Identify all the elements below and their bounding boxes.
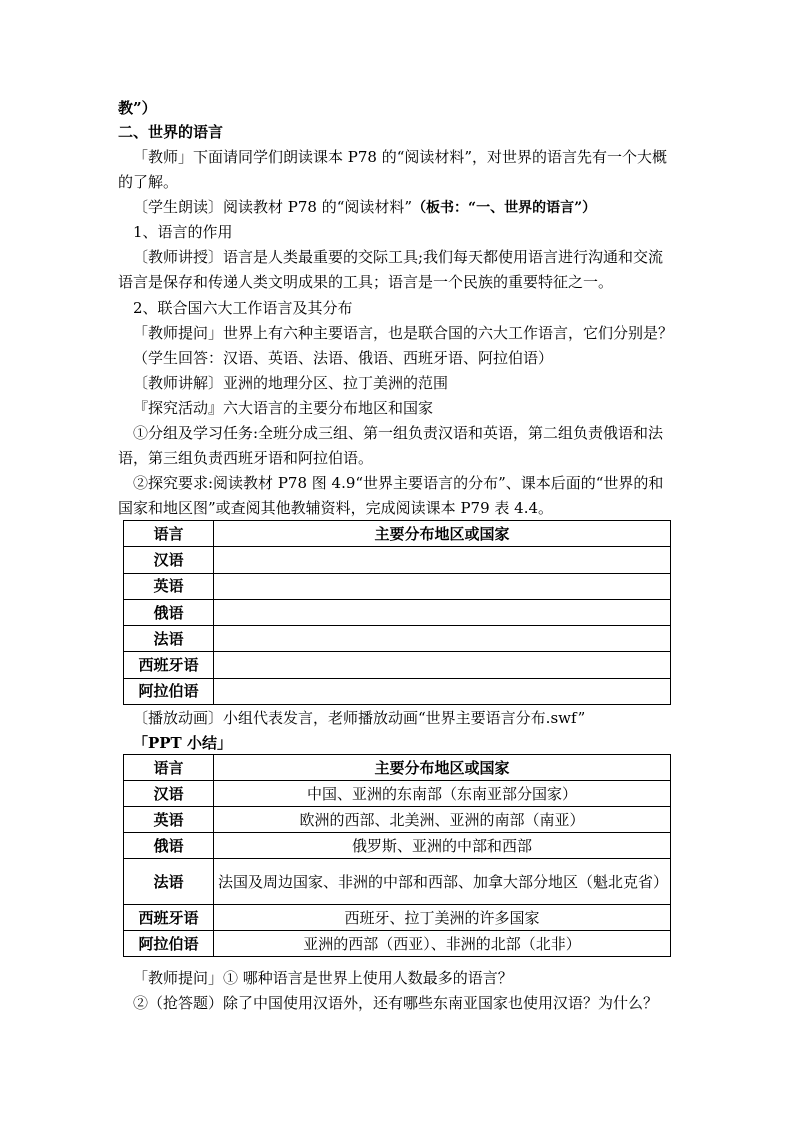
- distribution-cell: [214, 547, 671, 573]
- subheading-language-role: 1、语言的作用: [133, 223, 233, 241]
- distribution-cell: 欧洲的西部、北美洲、亚洲的南部（南亚）: [214, 807, 671, 833]
- language-cell: 英语: [124, 573, 214, 599]
- teacher-explanation: 〔教师讲解〕亚洲的地理分区、拉丁美洲的范围: [133, 374, 449, 392]
- header-distribution: 主要分布地区或国家: [214, 521, 671, 547]
- language-cell: 法语: [124, 626, 214, 652]
- table-row: [124, 599, 671, 625]
- language-cell: 西班牙语: [124, 652, 214, 678]
- continued-text: 教”）: [118, 99, 157, 117]
- distribution-cell: 中国、亚洲的东南部（东南亚部分国家）: [214, 781, 671, 807]
- student-answer: （学生回答：汉语、英语、法语、俄语、西班牙语、阿拉伯语）: [133, 349, 554, 367]
- language-cell: 汉语: [124, 547, 214, 573]
- student-reading-text: 〔学生朗读〕阅读教材 P78 的“阅读材料”: [133, 198, 413, 216]
- language-cell: 汉语: [124, 781, 214, 807]
- table-row: [124, 931, 671, 957]
- table-row: [124, 547, 671, 573]
- play-animation: 〔播放动画〕小组代表发言，老师播放动画“世界主要语言分布.swf”: [133, 709, 586, 727]
- group-task-cont: 语，第三组负责西班牙语和阿拉伯语。: [118, 449, 374, 467]
- distribution-cell: [214, 652, 671, 678]
- language-cell: 英语: [124, 807, 214, 833]
- distribution-cell: 西班牙、拉丁美洲的许多国家: [214, 905, 671, 931]
- teacher-question: 「教师提问」世界上有六种主要语言，也是联合国的六大工作语言，它们分别是？: [133, 324, 674, 342]
- header-distribution: 主要分布地区或国家: [214, 755, 671, 781]
- table-row: [124, 781, 671, 807]
- distribution-cell: 亚洲的西部（西亚）、非洲的北部（北非）: [214, 931, 671, 957]
- table-row: [124, 905, 671, 931]
- distribution-cell: [214, 573, 671, 599]
- inquiry-activity: 『探究活动』六大语言的主要分布地区和国家: [133, 399, 434, 417]
- teacher-instruction: 「教师」下面请同学们朗读课本 P78 的“阅读材料”，对世界的语言先有一个大概: [133, 148, 668, 166]
- distribution-cell: 俄罗斯、亚洲的中部和西部: [214, 833, 671, 859]
- language-cell: 俄语: [124, 833, 214, 859]
- language-cell: 俄语: [124, 599, 214, 625]
- language-cell: 西班牙语: [124, 905, 214, 931]
- table-row: [124, 652, 671, 678]
- teacher-question-2: 「教师提问」① 哪种语言是世界上使用人数最多的语言？: [133, 969, 513, 987]
- subheading-un-languages: 2、联合国六大工作语言及其分布: [133, 299, 353, 317]
- table-row: [124, 678, 671, 704]
- teacher-instruction-cont: 的了解。: [118, 173, 179, 191]
- header-language: 语言: [124, 755, 214, 781]
- section-heading: 二、世界的语言: [118, 123, 224, 141]
- table-row: [124, 859, 671, 905]
- distribution-cell: [214, 626, 671, 652]
- group-task: ①分组及学习任务:全班分成三组、第一组负责汉语和英语，第二组负责俄语和法: [133, 424, 664, 442]
- quick-answer-question: ②（抢答题）除了中国使用汉语外，还有哪些东南亚国家也使用汉语？为什么？: [133, 994, 659, 1012]
- table-row: [124, 807, 671, 833]
- language-cell: 阿拉伯语: [124, 678, 214, 704]
- blank-language-table: [123, 520, 671, 705]
- blackboard-note: （板书：“一、世界的语言”）: [412, 200, 597, 216]
- student-reading: [133, 195, 693, 219]
- language-distribution-table: [123, 754, 671, 957]
- table-row: [124, 626, 671, 652]
- ppt-summary-label: 「PPT 小结」: [133, 734, 232, 752]
- distribution-cell: [214, 678, 671, 704]
- table-header-row: [124, 755, 671, 781]
- teacher-lecture: 〔教师讲授〕语言是人类最重要的交际工具;我们每天都使用语言进行沟通和交流: [133, 248, 664, 266]
- table-row: [124, 573, 671, 599]
- inquiry-requirement: ②探究要求:阅读教材 P78 图 4.9“世界主要语言的分布”、课本后面的“世界的和: [133, 474, 664, 492]
- header-language: 语言: [124, 521, 214, 547]
- teacher-lecture-cont: 语言是保存和传递人类文明成果的工具；语言是一个民族的重要特征之一。: [118, 273, 614, 291]
- language-cell: 法语: [124, 859, 214, 905]
- inquiry-requirement-cont: 国家和地区图”或查阅其他教辅资料，完成阅读课本 P79 表 4.4。: [118, 499, 554, 517]
- distribution-cell: 法国及周边国家、非洲的中部和西部、加拿大部分地区（魁北克省）: [214, 859, 671, 905]
- distribution-cell: [214, 599, 671, 625]
- table-row: [124, 833, 671, 859]
- language-cell: 阿拉伯语: [124, 931, 214, 957]
- table-header-row: [124, 521, 671, 547]
